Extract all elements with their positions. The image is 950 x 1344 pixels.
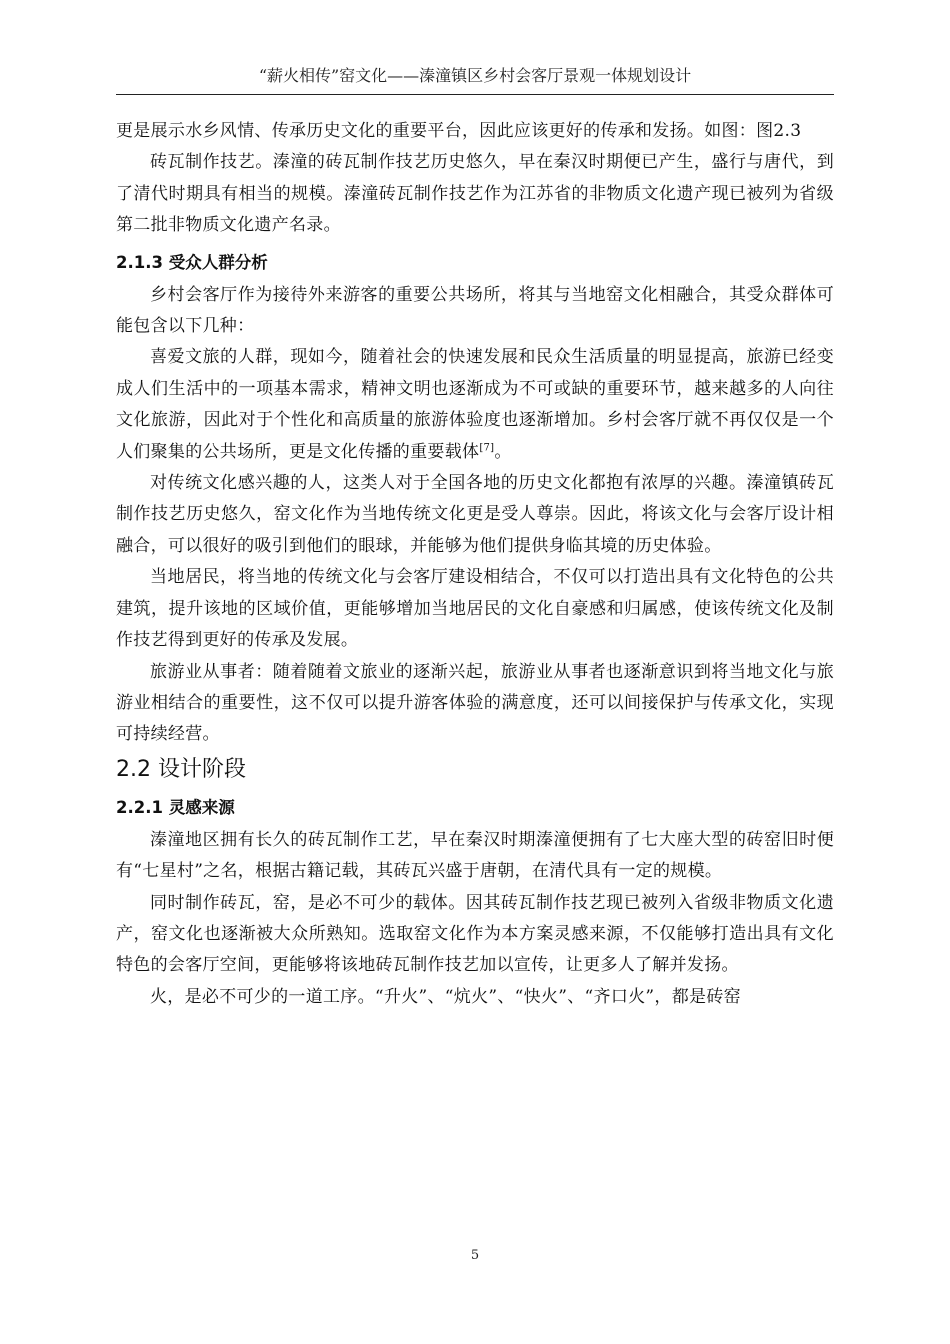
paragraph: 更是展示水乡风情、传承历史文化的重要平台，因此应该更好的传承和发扬。如图：图2.3 bbox=[116, 121, 802, 141]
paragraph-end: 。 bbox=[494, 441, 512, 462]
paragraph: 溱潼地区拥有长久的砖瓦制作工艺，早在秦汉时期溱潼便拥有了七大座大型的砖窑旧时便有“七星村”之名，根据古籍记载，其砖瓦兴盛于唐朝，在清代具有一定的规模。 bbox=[116, 829, 834, 882]
section-heading-2-2: 2.2 设计阶段 bbox=[116, 756, 246, 782]
citation-ref[interactable]: [7] bbox=[479, 442, 495, 453]
running-header: “薪火相传”窑文化——溱潼镇区乡村会客厅景观一体规划设计 bbox=[258, 66, 692, 85]
paragraph-text: 喜爱文旅的人群，现如今，随着社会的快速发展和民众生活质量的明显提高，旅游已经变成人们生活中的一项基本需求，精神文明也逐渐成为不可或缺的重要环节，越来越多的人向往文化旅游，因此对于个性化和高质量的旅游体验度也逐渐增加。乡村会客厅就不再仅仅是一个人们聚集的公共场所，更是文化传播的重要载体 bbox=[116, 347, 834, 462]
paragraph-with-citation bbox=[116, 342, 834, 468]
paragraph: 对传统文化感兴趣的人，这类人对于全国各地的历史文化都抱有浓厚的兴趣。溱潼镇砖瓦制作技艺历史悠久，窑文化作为当地传统文化更是受人尊崇。因此，将该文化与会客厅设计相融合，可以很好的吸引到他们的眼球，并能够为他们提供身临其境的历史体验。 bbox=[116, 473, 834, 556]
section-heading-2-2-1: 2.2.1 灵感来源 bbox=[116, 797, 235, 817]
paragraph: 当地居民，将当地的传统文化与会客厅建设相结合，不仅可以打造出具有文化特色的公共建筑，提升该地的区域价值，更能够增加当地居民的文化自豪感和归属感，使该传统文化及制作技艺得到更好的传承及发展。 bbox=[116, 567, 834, 651]
page-body bbox=[116, 116, 834, 1013]
paragraph: 砖瓦制作技艺。溱潼的砖瓦制作技艺历史悠久，早在秦汉时期便已产生，盛行与唐代，到了清代时期具有相当的规模。溱潼砖瓦制作技艺作为江苏省的非物质文化遗产现已被列为省级第二批非物质文化遗产名录。 bbox=[116, 152, 834, 236]
page-number: 5 bbox=[470, 1248, 480, 1263]
paragraph: 旅游业从事者：随着随着文旅业的逐渐兴起，旅游业从事者也逐渐意识到将当地文化与旅游业相结合的重要性，这不仅可以提升游客体验的满意度，还可以间接保护与传承文化，实现可持续经营。 bbox=[116, 661, 834, 745]
section-heading-2-1-3: 2.1.3 受众人群分析 bbox=[116, 252, 268, 272]
paragraph: 同时制作砖瓦，窑，是必不可少的载体。因其砖瓦制作技艺现已被列入省级非物质文化遗产，窑文化也逐渐被大众所熟知。选取窑文化作为本方案灵感来源，不仅能够打造出具有文化特色的会客厅空间，更能够将该地砖瓦制作技艺加以宣传，让更多人了解并发扬。 bbox=[116, 892, 834, 976]
header-rule bbox=[116, 94, 834, 95]
paragraph: 火，是必不可少的一道工序。“升火”、“炕火”、“快火”、“齐口火”，都是砖窑 bbox=[150, 986, 741, 1007]
paragraph: 乡村会客厅作为接待外来游客的重要公共场所，将其与当地窑文化相融合，其受众群体可能包含以下几种： bbox=[116, 284, 834, 337]
